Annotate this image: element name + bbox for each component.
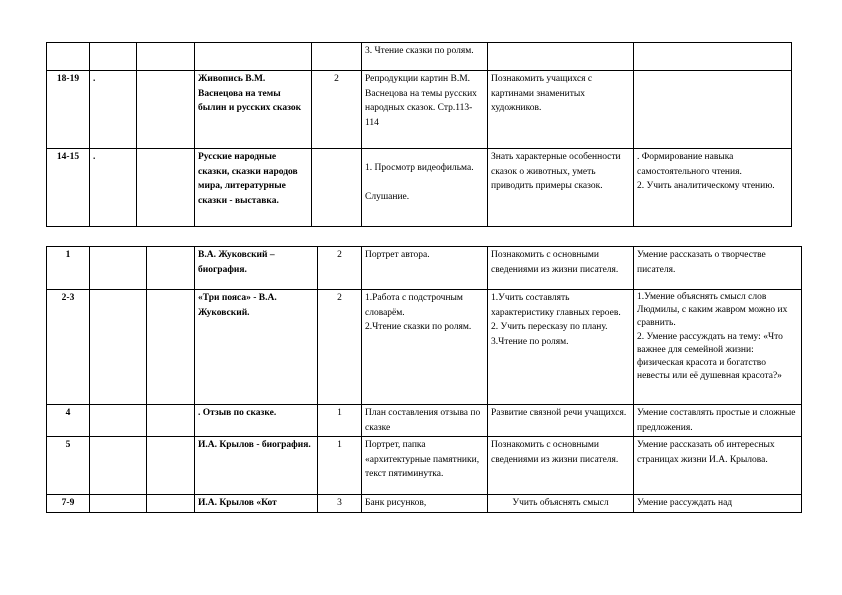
lesson-number: 18-19: [47, 71, 90, 149]
lesson-topic: [195, 43, 312, 71]
lesson-number: 4: [47, 405, 90, 437]
lesson-method: Банк рисунков,: [362, 495, 488, 513]
lesson-topic: . Отзыв по сказке.: [195, 405, 318, 437]
expected-result: [634, 43, 792, 71]
lesson-number: 5: [47, 437, 90, 495]
lesson-number: [47, 43, 90, 71]
lesson-goal: Знать характерные особенности сказок о животных, уметь приводить примеры сказок.: [488, 149, 634, 227]
lesson-topic: И.А. Крылов - биография.: [195, 437, 318, 495]
date-cell: [90, 43, 137, 71]
hours-count: 3: [318, 495, 362, 513]
lesson-topic: И.А. Крылов «Кот: [195, 495, 318, 513]
lesson-method: 3. Чтение сказки по ролям.: [362, 43, 488, 71]
date-cell: [147, 495, 195, 513]
date-cell: .: [90, 71, 137, 149]
lesson-method: 1.Работа с подстрочным словарём. 2.Чтение сказки по ролям.: [362, 290, 488, 405]
lesson-number: 14-15: [47, 149, 90, 227]
date-cell: [137, 71, 195, 149]
lesson-goal: Познакомить с основными сведениями из жизни писателя.: [488, 437, 634, 495]
expected-result: Умение рассказать об интересных страницах жизни И.А. Крылова.: [634, 437, 802, 495]
date-cell: [90, 290, 147, 405]
lesson-method: Портрет, папка «архитектурные памятники, текст пятиминутка.: [362, 437, 488, 495]
date-cell: [147, 405, 195, 437]
table-row: [47, 149, 792, 227]
date-cell: [90, 495, 147, 513]
lesson-plan-table-top: [46, 42, 792, 227]
expected-result: Умение рассуждать над: [634, 495, 802, 513]
table-row: [47, 437, 802, 495]
lesson-topic: Русские народные сказки, сказки народов мира, литературные сказки - выставка.: [195, 149, 312, 227]
date-cell: .: [90, 149, 137, 227]
lesson-topic: Живопись В.М. Васнецова на темы былин и русских сказок: [195, 71, 312, 149]
hours-count: [312, 149, 362, 227]
expected-result: Умение рассказать о творчестве писателя.: [634, 247, 802, 290]
hours-count: 2: [312, 71, 362, 149]
date-cell: [90, 247, 147, 290]
lesson-topic: «Три пояса» - В.А. Жуковский.: [195, 290, 318, 405]
date-cell: [137, 149, 195, 227]
lesson-number: 1: [47, 247, 90, 290]
date-cell: [147, 247, 195, 290]
lesson-number: 2-3: [47, 290, 90, 405]
hours-count: 2: [318, 247, 362, 290]
lesson-method: Портрет автора.: [362, 247, 488, 290]
lesson-goal: [488, 43, 634, 71]
hours-count: 1: [318, 437, 362, 495]
lesson-goal: Познакомить учащихся с картинами знаменитых художников.: [488, 71, 634, 149]
date-cell: [147, 290, 195, 405]
table-row: [47, 71, 792, 149]
lesson-number: 7-9: [47, 495, 90, 513]
lesson-topic: В.А. Жуковский – биография.: [195, 247, 318, 290]
date-cell: [90, 405, 147, 437]
table-row: [47, 290, 802, 405]
table-row: [47, 247, 802, 290]
date-cell: [137, 43, 195, 71]
expected-result: [634, 71, 792, 149]
expected-result: Умение составлять простые и сложные предложения.: [634, 405, 802, 437]
lesson-goal: Развитие связной речи учащихся.: [488, 405, 634, 437]
hours-count: [312, 43, 362, 71]
lesson-goal: Учить объяснять смысл: [488, 495, 634, 513]
hours-count: 2: [318, 290, 362, 405]
lesson-plan-table-bottom: [46, 246, 802, 513]
lesson-method: Репродукции картин В.М. Васнецова на темы русских народных сказок. Стр.113-114: [362, 71, 488, 149]
table-row: [47, 43, 792, 71]
expected-result: 1.Умение объяснять смысл слов Людмилы, с каким жавром можно их сравнить. 2. Умение рассуждать на тему: «Что важнее для семейной жизни: физическая красота и богатство невесты или её душевная красота?»: [634, 290, 802, 405]
date-cell: [147, 437, 195, 495]
lesson-method: 1. Просмотр видеофильма. Слушание.: [362, 149, 488, 227]
date-cell: [90, 437, 147, 495]
lesson-goal: Познакомить с основными сведениями из жизни писателя.: [488, 247, 634, 290]
expected-result: . Формирование навыка самостоятельного чтения. 2. Учить аналитическому чтению.: [634, 149, 792, 227]
table-row: [47, 405, 802, 437]
lesson-goal: 1.Учить составлять характеристику главных героев. 2. Учить пересказу по плану. 3.Чтение по ролям.: [488, 290, 634, 405]
hours-count: 1: [318, 405, 362, 437]
table-row: [47, 495, 802, 513]
lesson-method: План составления отзыва по сказке: [362, 405, 488, 437]
